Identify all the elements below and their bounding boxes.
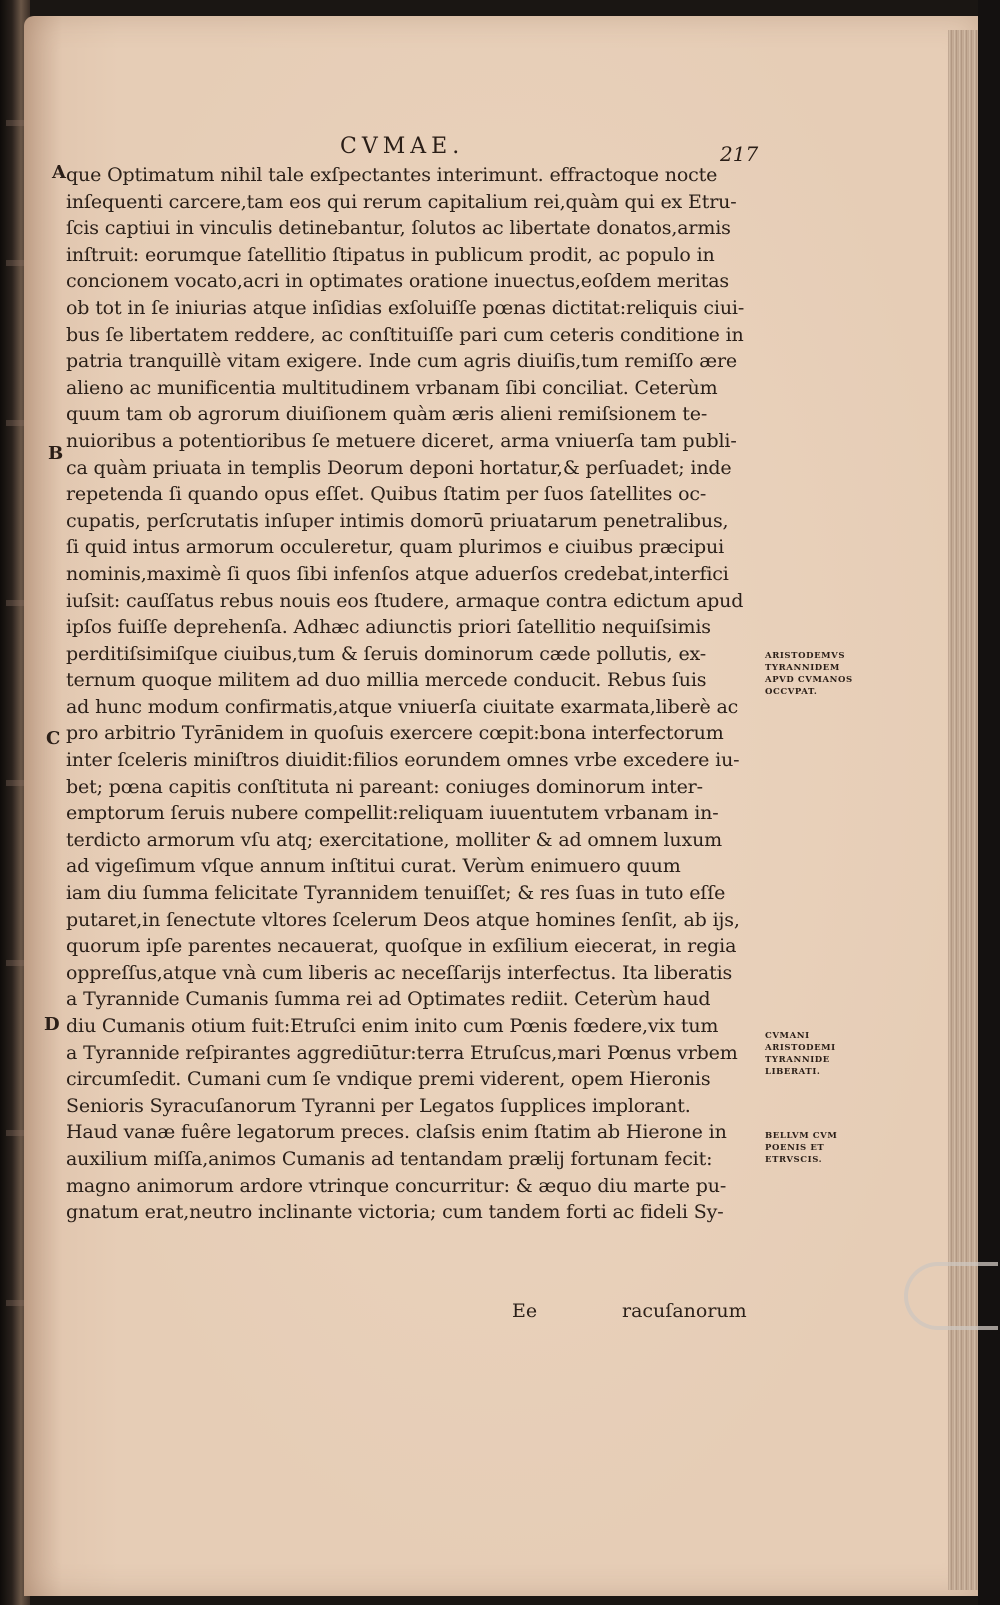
page-edges — [948, 30, 978, 1590]
section-letter-d: D — [44, 1014, 60, 1035]
text-line: ipſos fuiſſe deprehenſa. Adhæc adiunctis priori ſatellitio nequiſsimis — [66, 616, 711, 639]
text-line: quum tam ob agrorum diuiſionem quàm æris alieni remiſsionem te- — [66, 403, 708, 426]
text-line: ca quàm priuata in templis Deorum deponi hortatur,& perſuadet; inde — [66, 456, 732, 479]
text-line: concionem vocato,acri in optimates oratione inuectus,eoſdem meritas — [66, 270, 729, 293]
signature-mark: Ee — [512, 1300, 538, 1322]
text-line: gnatum erat,neutro inclinante victoria; cum tandem forti ac fideli Sy- — [66, 1201, 724, 1224]
page-number: 217 — [720, 142, 759, 166]
text-line: auxilium miſſa,animos Cumanis ad tentandam prælij fortunam fecit: — [66, 1147, 713, 1170]
text-line: inſtruit: eorumque ſatellitio ſtipatus in publicum prodit, ac populo in — [66, 243, 715, 266]
text-line: que Optimatum nihil tale exſpectantes interimunt. effractoque nocte — [66, 164, 718, 186]
text-line: patria tranquillè vitam exigere. Inde cum agris diuiſis,tum remiſſo ære — [66, 350, 737, 373]
body-text — [66, 162, 756, 1226]
text-line: terdicto armorum vſu atq; exercitatione, molliter & ad omnem luxum — [66, 828, 723, 851]
text-line: inter ſceleris miniſtros diuidit:filios eorundem omnes vrbe excedere iu- — [66, 749, 740, 772]
text-line: Senioris Syracuſanorum Tyranni per Legatos ſupplices implorant. — [66, 1094, 691, 1117]
text-line: ad hunc modum confirmatis,atque vniuerſa ciuitate exarmata,liberè ac — [66, 695, 739, 718]
text-line: putaret,in ſenectute vltores ſcelerum Deos atque homines ſenſit, ab ijs, — [66, 908, 740, 931]
section-letter-b: B — [48, 443, 64, 464]
margin-note-liberation: CVMANI ARISTODEMI TYRANNIDE LIBERATI. — [765, 1031, 836, 1077]
text-line: oppreſſus,atque vnà cum liberis ac neceſſarijs interfectus. Ita liberatis — [66, 961, 733, 984]
text-line: pro arbitrio Tyrānidem in quoſuis exercere cœpit:bona interfectorum — [66, 722, 724, 745]
text-line: bet; pœna capitis conſtituta ni pareant: coniuges dominorum inter- — [66, 775, 703, 798]
text-line: alieno ac munificentia multitudinem vrbanam ſibi conciliat. Ceterùm — [66, 376, 718, 399]
text-line: inſequenti carcere,tam eos qui rerum capitalium rei,quàm qui ex Etru- — [66, 190, 737, 213]
text-line: iam diu ſumma felicitate Tyrannidem tenuiſſet; & res ſuas in tuto eſſe — [66, 882, 726, 905]
text-line: bus ſe libertatem reddere, ac conſtituiſſe pari cum ceteris conditione in — [66, 323, 744, 346]
text-line: circumſedit. Cumani cum ſe vndique premi viderent, opem Hieronis — [66, 1068, 711, 1091]
section-letter-a: A — [52, 162, 66, 183]
margin-note-aristodemus: ARISTODEMVS TYRANNIDEM APVD CVMANOS OCCVPAT. — [765, 651, 853, 697]
text-line: ſcis captiui in vinculis detinebantur, ſolutos ac libertate donatos,armis — [66, 217, 731, 240]
catchword: racuſanorum — [622, 1300, 747, 1322]
text-line: diu Cumanis otium fuit:Etruſci enim inito cum Pœnis fœdere,vix tum — [66, 1015, 719, 1037]
text-line: quorum ipſe parentes necauerat, quoſque in exſilium eiecerat, in regia — [66, 935, 737, 958]
text-line: a Tyrannide reſpirantes aggrediūtur:terra Etruſcus,mari Pœnus vrbem — [66, 1041, 738, 1064]
section-letter-c: C — [46, 728, 61, 749]
text-line: nominis,maximè ſi quos ſibi infenſos atque aduerſos credebat,interfici — [66, 562, 729, 585]
text-line: perditiſsimiſque ciuibus,tum & ſeruis dominorum cæde pollutis, ex- — [66, 642, 707, 665]
text-line: repetenda ſi quando opus eſſet. Quibus ſtatim per ſuos ſatellites oc- — [66, 483, 707, 506]
text-line: cupatis, perſcrutatis inſuper intimis domorū priuatarum penetralibus, — [66, 509, 729, 532]
text-line: ad vigeſimum vſque annum inſtitui curat. Verùm enimuero quum — [66, 855, 681, 878]
text-line: emptorum ſeruis nubere compellit:reliquam iuuentutem vrbanam in- — [66, 802, 719, 825]
bookmark-ribbon — [904, 1262, 998, 1330]
scan-border — [978, 0, 1000, 1605]
text-line: nuioribus a potentioribus ſe metuere diceret, arma vniuerſa tam publi- — [66, 429, 737, 452]
margin-note-war: BELLVM CVM POENIS ET ETRVSCIS. — [765, 1131, 838, 1165]
text-line: a Tyrannide Cumanis ſumma rei ad Optimates rediit. Ceterùm haud — [66, 988, 711, 1011]
text-line: ternum quoque militem ad duo millia mercede conducit. Rebus ſuis — [66, 669, 707, 692]
text-line: magno animorum ardore vtrinque concurritur: & æquo diu marte pu- — [66, 1174, 727, 1197]
text-line: ob tot in ſe iniurias atque inſidias exſoluiſſe pœnas dictitat:reliquis ciui- — [66, 296, 745, 319]
text-line: ſi quid intus armorum occuleretur, quam plurimos e ciuibus præcipui — [66, 536, 725, 559]
text-line: Haud vanæ fuêre legatorum preces. claſsis enim ſtatim ab Hierone in — [66, 1121, 727, 1144]
running-head: CVMAE. — [340, 134, 465, 159]
text-line: iuſsit: cauſſatus rebus nouis eos ſtudere, armaque contra edictum apud — [66, 589, 744, 612]
